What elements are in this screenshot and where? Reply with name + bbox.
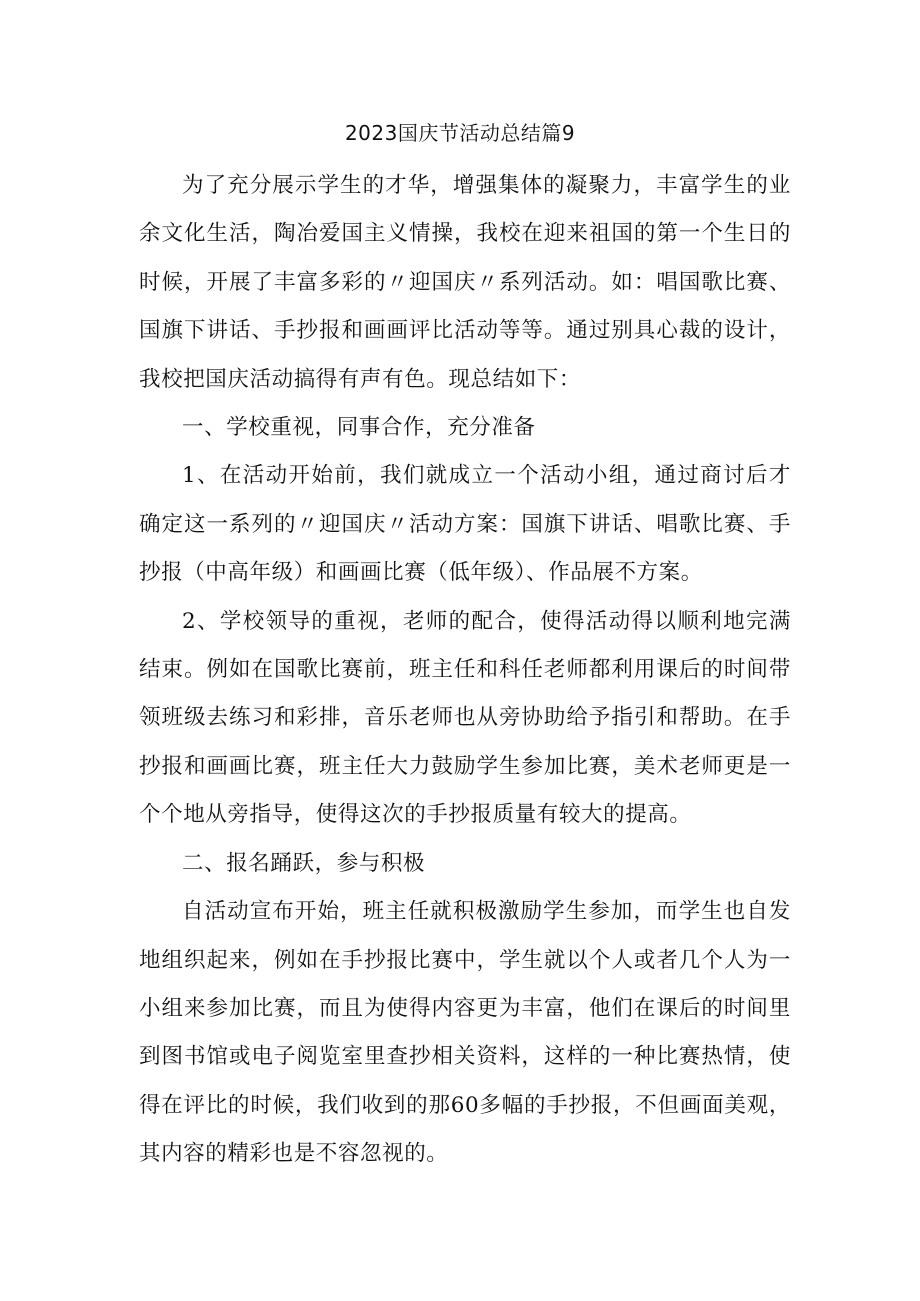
section-heading-2: 二、报名踊跃，参与积极 bbox=[182, 850, 426, 876]
document-body bbox=[139, 162, 791, 1179]
paragraph-registration: 自活动宣布开始，班主任就积极激励学生参加，而学生也自发地组织起来，例如在手抄报比赛中，学生就以个人或者几个人为一小组来参加比赛，而且为使得内容更为丰富，他们在课后的时间里到图书馆或电子阅览室里查抄相关资料，这样的一种比赛热情，使得在评比的时候，我们收到的那60多幅的手抄报，不但画面美观，其内容的精彩也是不容忽视的。 bbox=[139, 899, 791, 1167]
paragraph-item-2: 2、学校领导的重视，老师的配合，使得活动得以顺利地完满结束。例如在国歌比赛前，班主任和科任老师都利用课后的时间带领班级去练习和彩排，音乐老师也从旁协助给予指引和帮助。在手抄报和画画比赛，班主任大力鼓励学生参加比赛，美术老师更是一个个地从旁指导，使得这次的手抄报质量有较大的提高。 bbox=[139, 608, 791, 828]
section-heading-1: 一、学校重视，同事合作，充分准备 bbox=[182, 415, 536, 441]
paragraph-intro: 为了充分展示学生的才华，增强集体的凝聚力，丰富学生的业余文化生活，陶冶爱国主义情操，我校在迎来祖国的第一个生日的时候，开展了丰富多彩的〃迎国庆〃系列活动。如：唱国歌比赛、国旗下讲话、手抄报和画画评比活动等等。通过别具心裁的设计，我校把国庆活动搞得有声有色。现总结如下： bbox=[139, 173, 791, 392]
document-title: 2023国庆节活动总结篇9 bbox=[344, 121, 576, 145]
paragraph-item-1: 1、在活动开始前，我们就成立一个活动小组，通过商讨后才确定这一系列的〃迎国庆〃活动方案：国旗下讲话、唱歌比赛、手抄报（中高年级）和画画比赛（低年级）、作品展不方案。 bbox=[139, 463, 791, 586]
